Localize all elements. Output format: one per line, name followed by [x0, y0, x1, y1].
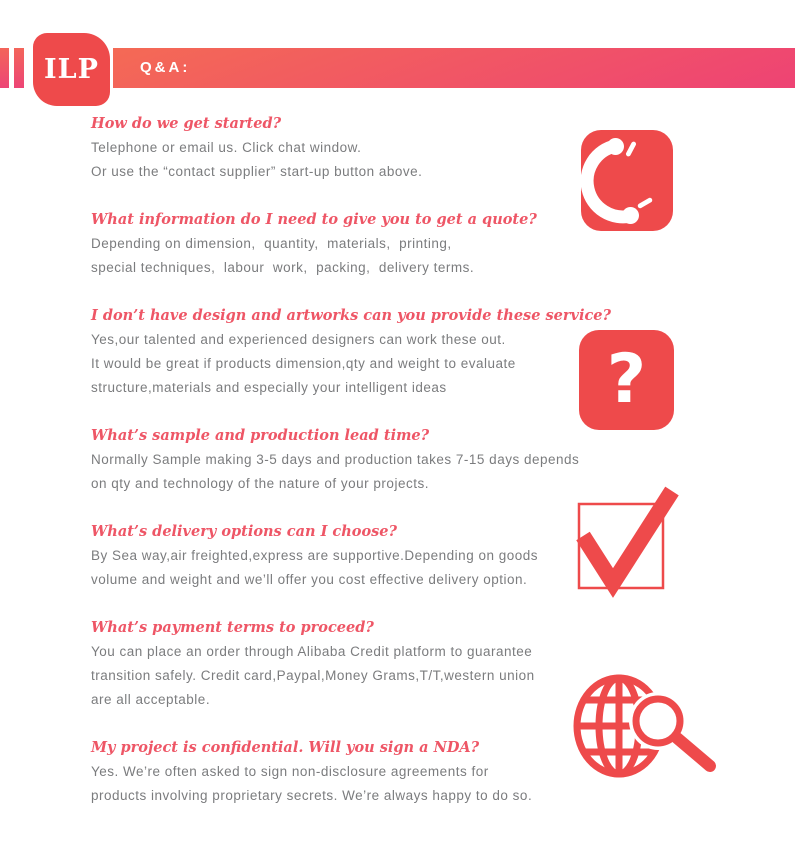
qa-answer-line: Normally Sample making 3-5 days and production takes 7-15 days depends: [91, 452, 580, 467]
globe-search-icon: [570, 664, 726, 788]
qa-answer-line: By Sea way,air freighted,express are supportive.Depending on goods: [91, 548, 538, 563]
qa-answer-line: products involving proprietary secrets. We’re always happy to do so.: [91, 788, 533, 803]
qa-banner: [113, 48, 795, 88]
qa-item: [91, 520, 651, 592]
qa-question: What’s delivery options can I choose?: [91, 523, 398, 540]
qa-answer-line: Yes. We’re often asked to sign non-disclosure agreements for: [91, 764, 489, 779]
qa-answer-line: transition safely. Credit card,Paypal,Money Grams,T/T,western union: [91, 668, 535, 683]
qa-answer: [91, 328, 651, 400]
phone-icon: [581, 130, 673, 231]
qa-answer-line: structure,materials and especially your intelligent ideas: [91, 380, 447, 395]
qa-answer-line: Yes,our talented and experienced designers can work these out.: [91, 332, 506, 347]
qa-answer: [91, 448, 651, 496]
qa-banner-label: Q&A:: [140, 59, 191, 76]
qa-item: [91, 424, 651, 496]
qa-answer-line: Or use the “contact supplier” start-up button above.: [91, 164, 423, 179]
question-mark-glyph: ?: [606, 340, 647, 419]
qa-question: What’s payment terms to proceed?: [91, 619, 374, 636]
qa-list: [91, 112, 651, 832]
brand-logo-text: ILP: [44, 54, 99, 85]
qa-answer: [91, 136, 651, 184]
qa-item: [91, 208, 651, 280]
magnifier-lens: [636, 699, 680, 743]
qa-question: How do we get started?: [91, 115, 282, 132]
qa-answer-line: Telephone or email us. Click chat window.: [91, 140, 362, 155]
qa-answer: [91, 640, 651, 712]
qa-question: What’s sample and production lead time?: [91, 427, 430, 444]
qa-answer-line: Depending on dimension, quantity, materials, printing,: [91, 236, 452, 251]
question-icon: [579, 330, 674, 430]
qa-item: [91, 304, 651, 400]
brand-accent-bar: [14, 48, 24, 88]
brand-accent-bar: [0, 48, 9, 88]
qa-question: What information do I need to give you to get a quote?: [91, 211, 537, 228]
qa-answer: [91, 760, 651, 808]
qa-answer-line: are all acceptable.: [91, 692, 211, 707]
qa-answer-line: special techniques, labour work, packing, delivery terms.: [91, 260, 475, 275]
checkbox-check-icon: [573, 486, 685, 598]
magnifier-handle: [677, 738, 710, 766]
qa-answer: [91, 232, 651, 280]
qa-answer-line: It would be great if products dimension,qty and weight to evaluate: [91, 356, 516, 371]
qa-item: [91, 616, 651, 712]
brand-logo: [33, 33, 110, 106]
qa-item: [91, 736, 651, 808]
qa-item: [91, 112, 651, 184]
qa-answer-line: volume and weight and we’ll offer you cost effective delivery option.: [91, 572, 528, 587]
qa-answer: [91, 544, 651, 592]
qa-question: I don’t have design and artworks can you provide these service?: [91, 307, 611, 324]
qa-answer-line: on qty and technology of the nature of your projects.: [91, 476, 429, 491]
qa-question: My project is confidential. Will you sign a NDA?: [91, 739, 480, 756]
phone-handset-glyph: [581, 130, 673, 231]
qa-answer-line: You can place an order through Alibaba Credit platform to guarantee: [91, 644, 533, 659]
